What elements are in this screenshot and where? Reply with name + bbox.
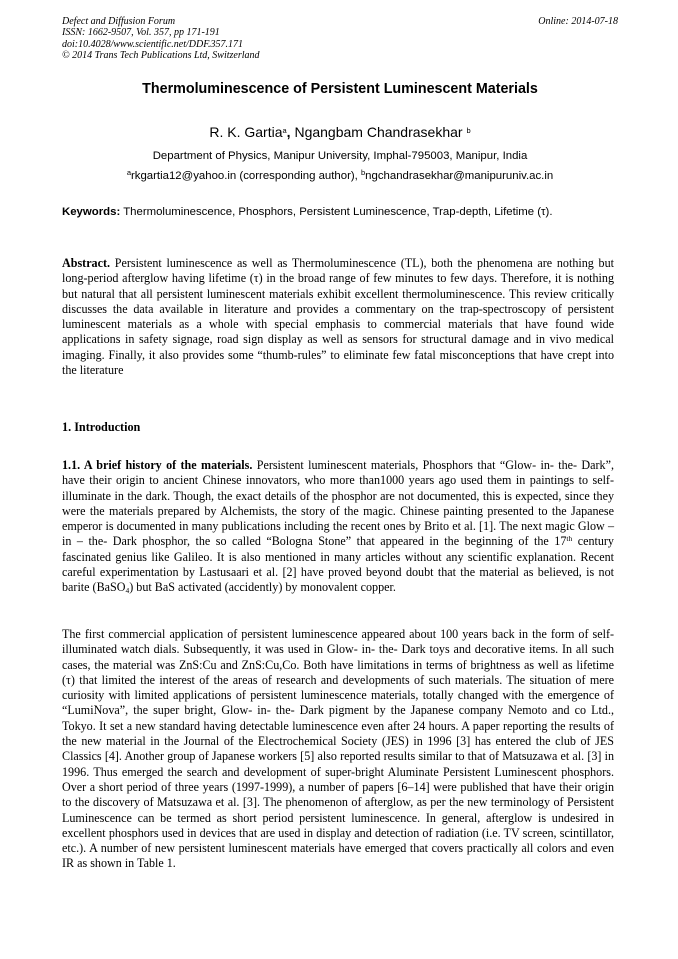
issn-line: ISSN: 1662-9507, Vol. 357, pp 171-191 — [62, 27, 220, 39]
section-heading-introduction: 1. Introduction — [62, 420, 141, 434]
paper-title: Thermoluminescence of Persistent Luminescent Materials — [142, 81, 538, 97]
paragraph-history-text-1: Persistent luminescent materials, Phosphors that “Glow- in- the- Dark”, have their origin to ancient Chinese innovators, who more than1000 years ago used them in paintings to self-illuminate in the dark. Though, the exact details of the phosphor are not documented, this is expected, since they were the materials prepared by Alchemists, the story of the magic. Chinese painting presented to the Japanese emperor is documented in many publications including the recent ones by Brito et al. [1]. The next magic Glow – in – the- Dark phosphor, the so called “Bologna Stone” that appeared in the beginning of the 17 — [62, 458, 614, 549]
email-2: ngchandrasekhar@manipuruniv.ac.in — [365, 170, 554, 182]
keywords — [62, 206, 622, 218]
author-list — [62, 124, 618, 140]
abstract-label: Abstract. — [62, 256, 111, 270]
author-2-name: Ngangbam Chandrasekhar — [294, 124, 463, 140]
paragraph-history-text-3: ) but BaS activated (accidently) by monovalent copper. — [129, 580, 396, 595]
doi-line: doi:10.4028/www.scientific.net/DDF.357.171 — [62, 38, 244, 50]
affiliation: Department of Physics, Manipur University, Imphal-795003, Manipur, India — [152, 150, 528, 162]
author-emails — [62, 170, 618, 182]
paragraph-history — [62, 458, 614, 596]
author-2-affil-mark: b — [466, 126, 471, 135]
paragraph-history-text-2: century fascinated genius like Galileo. It is also mentioned in many articles without any scientific explanation. Recent careful experimentation by Lastusaari et al. [2] have proved beyond doubt that the material as believed, is not barite (BaSO — [62, 534, 614, 595]
abstract — [62, 256, 614, 378]
email-1: rkgartia12@yahoo.in (corresponding author), — [130, 170, 361, 182]
superscript-th: th — [566, 534, 573, 544]
copyright-line: © 2014 Trans Tech Publications Ltd, Switzerland — [62, 49, 260, 61]
keywords-label: Keywords: — [62, 206, 121, 218]
email-2-mark: b — [361, 168, 366, 177]
email-1-mark: a — [126, 168, 131, 177]
abstract-text: Persistent luminescence as well as Thermoluminescence (TL), both the phenomena are nothing but long-period afterglow having lifetime (τ) in the broad range of few minutes to few days. Therefore, it is nothing but natural that all persistent luminescent materials exhibit excellent thermoluminescence. This review critically discusses the data available in literature and provides a commentary on the trap-spectroscopy of persistent luminescent materials as a whole with special emphasis to commercial materials that have found wide applications in safety signage, road sign display as well as sensors for structural damage and in vivo medical imaging. Finally, it also provides some “thumb-rules” to eliminate few fatal misconceptions that have crept into the literature — [62, 256, 614, 378]
journal-header — [62, 16, 618, 61]
journal-name: Defect and Diffusion Forum — [62, 16, 176, 27]
online-date: Online: 2014-07-18 — [538, 16, 618, 27]
author-1-affil-mark: a — [282, 126, 287, 135]
paragraph-commercial: The first commercial application of persistent luminescence appeared about 100 years back in the form of self-illuminated watch dials. Subsequently, it was used in Glow- in- the- Dark toys and decorative items. In all such cases, the material was ZnS:Cu and ZnS:Cu,Co. Both have limitations in terms of brightness as well as lifetime (τ) that limited the interest of the areas of research and developments of such materials. The situation of mere curiosity with limited applications of persistent luminescence materials, totally changed with the emergence of “LumiNova”, the super bright, Glow- in- the- Dark pigment by the Japanese company Nemoto and co Ltd., Tokyo. It set a new standard having detectable luminescence even after 24 hours. A paper reporting the results of the new material in the Journal of the Electrochemical Society (JES) in 1996 [3] has entered the club of JES Classics [4]. Another group of Japanese workers [5] also reported results similar to that of Matsuzawa et al. [3] in 1996. Thus emerged the search and development of super-bright Aluminate Persistent Luminescent phosphors. Over a short period of three years (1997-1999), a number of papers [6–14] were published that have their origin to the discovery of Matsuzawa et al. [3]. The phenomenon of afterglow, as per the new terminology of Persistent Luminescence can be termed as short period persistent luminescence. In general, afterglow is undesired in excellent phosphors used in devices that are used in display and detection of radiation (i.e. TV screen, scintillator, etc.). A number of new persistent luminescent materials have emerged that covers practically all colors and even IR as shown in Table 1. — [62, 627, 614, 871]
author-separator: , — [286, 124, 295, 140]
subsection-heading: 1.1. A brief history of the materials. — [62, 458, 253, 472]
author-1-name: R. K. Gartia — [209, 124, 283, 140]
subscript-4: 4 — [125, 586, 130, 596]
keywords-text: Thermoluminescence, Phosphors, Persistent Luminescence, Trap-depth, Lifetime (τ). — [120, 206, 553, 218]
